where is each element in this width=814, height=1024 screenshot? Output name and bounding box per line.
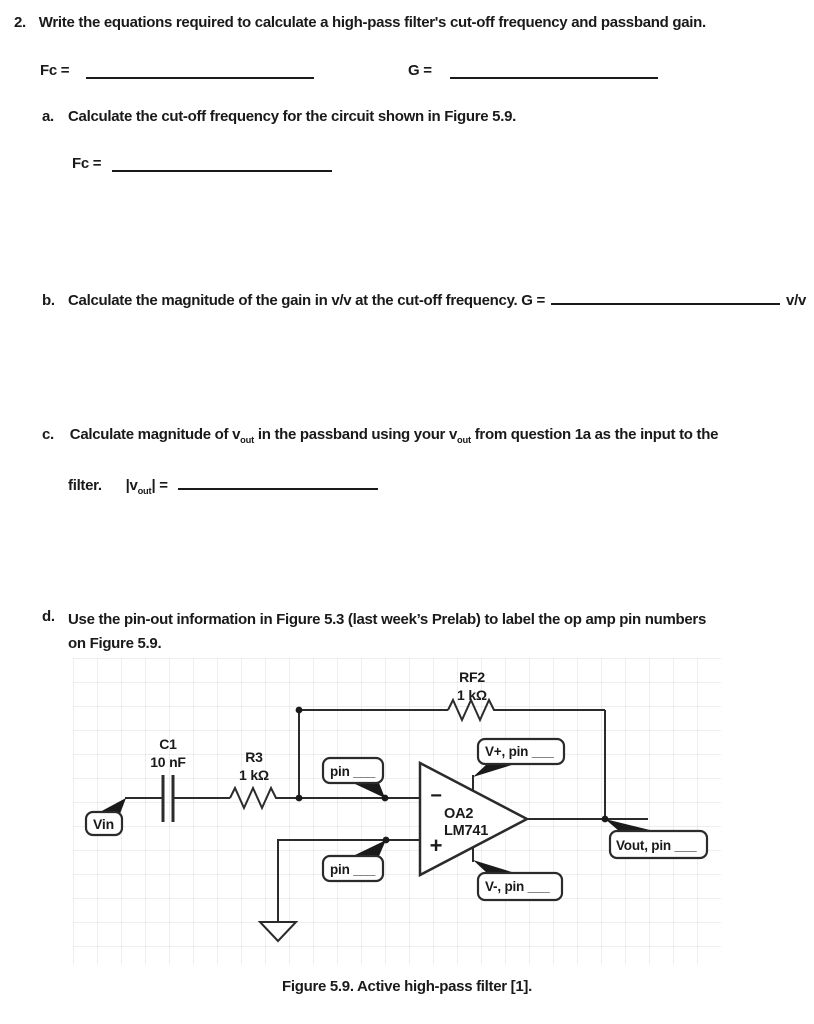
- part-d-letter: d.: [42, 608, 55, 625]
- fc-label: Fc =: [40, 62, 70, 79]
- part-c-answer-row: [68, 473, 378, 496]
- g-answer-blank: [450, 62, 658, 79]
- part-a-answer-blank: [112, 155, 332, 172]
- part-b-row: [42, 288, 806, 309]
- g-label: G =: [408, 62, 432, 79]
- part-c-answer-blank: [178, 473, 378, 490]
- part-b-text: Calculate the magnitude of the gain in v/v at the cut-off frequency. G =: [68, 292, 545, 309]
- input-junction-node: [296, 795, 303, 802]
- noninverting-input-symbol: +: [429, 833, 443, 858]
- vminus-label: V-, pin ___: [485, 879, 550, 894]
- vplus-label: V+, pin ___: [485, 744, 554, 759]
- figure-caption: Figure 5.9. Active high-pass filter [1].: [281, 978, 532, 995]
- part-b-answer-blank: [551, 288, 780, 305]
- inverting-input-symbol: −: [430, 785, 442, 807]
- question-number: 2.: [14, 14, 26, 31]
- part-c-vout-magnitude: $|v_{out}|$ =: [125, 477, 168, 496]
- pin-noninverting-label: pin ___: [330, 862, 376, 877]
- part-d-text-line1: Use the pin-out information in Figure 5.3 (last week’s Prelab) to label the op amp pin numbers: [68, 611, 707, 628]
- circuit-diagram: [60, 650, 740, 970]
- vout-subscript: out: [137, 486, 152, 496]
- vin-label: Vin: [93, 816, 114, 832]
- vout-subscript: out: [457, 435, 471, 445]
- question-2-row: [14, 14, 706, 31]
- rf2-value-label: 1 kΩ: [457, 687, 487, 703]
- question-text: Write the equations required to calculate a high-pass filter's cut-off frequency and passband gain.: [38, 14, 706, 31]
- vout-label: Vout, pin ___: [616, 838, 697, 853]
- part-c-filter-word: filter.: [68, 477, 102, 494]
- schematic-grid-background: [73, 658, 721, 964]
- part-a-answer-label: Fc =: [72, 155, 102, 172]
- part-d-text-line2: on Figure 5.9.: [68, 635, 162, 652]
- part-c-letter: c.: [42, 426, 54, 443]
- part-a-text: Calculate the cut-off frequency for the circuit shown in Figure 5.9.: [68, 108, 516, 125]
- rf2-name-label: RF2: [459, 669, 485, 685]
- c1-name-label: C1: [159, 736, 177, 752]
- r3-value-label: 1 kΩ: [239, 767, 269, 783]
- pin-inverting-label: pin ___: [330, 764, 376, 779]
- opamp-part-label: LM741: [444, 823, 489, 839]
- part-c-row: [42, 426, 718, 445]
- fc-answer-blank: [86, 62, 314, 79]
- feedback-top-node: [296, 707, 303, 714]
- part-b-letter: b.: [42, 292, 55, 309]
- vout-subscript: out: [240, 435, 254, 445]
- c1-value-label: 10 nF: [150, 754, 186, 770]
- part-b-unit: v/v: [786, 292, 806, 309]
- opamp-name-label: OA2: [444, 806, 474, 822]
- part-a-letter: a.: [42, 108, 54, 125]
- r3-name-label: R3: [245, 749, 263, 765]
- part-c-text: Calculate magnitude of $v_{out}$ in the passband using your $v_{out}$ from question 1a as the input to the: [69, 426, 719, 445]
